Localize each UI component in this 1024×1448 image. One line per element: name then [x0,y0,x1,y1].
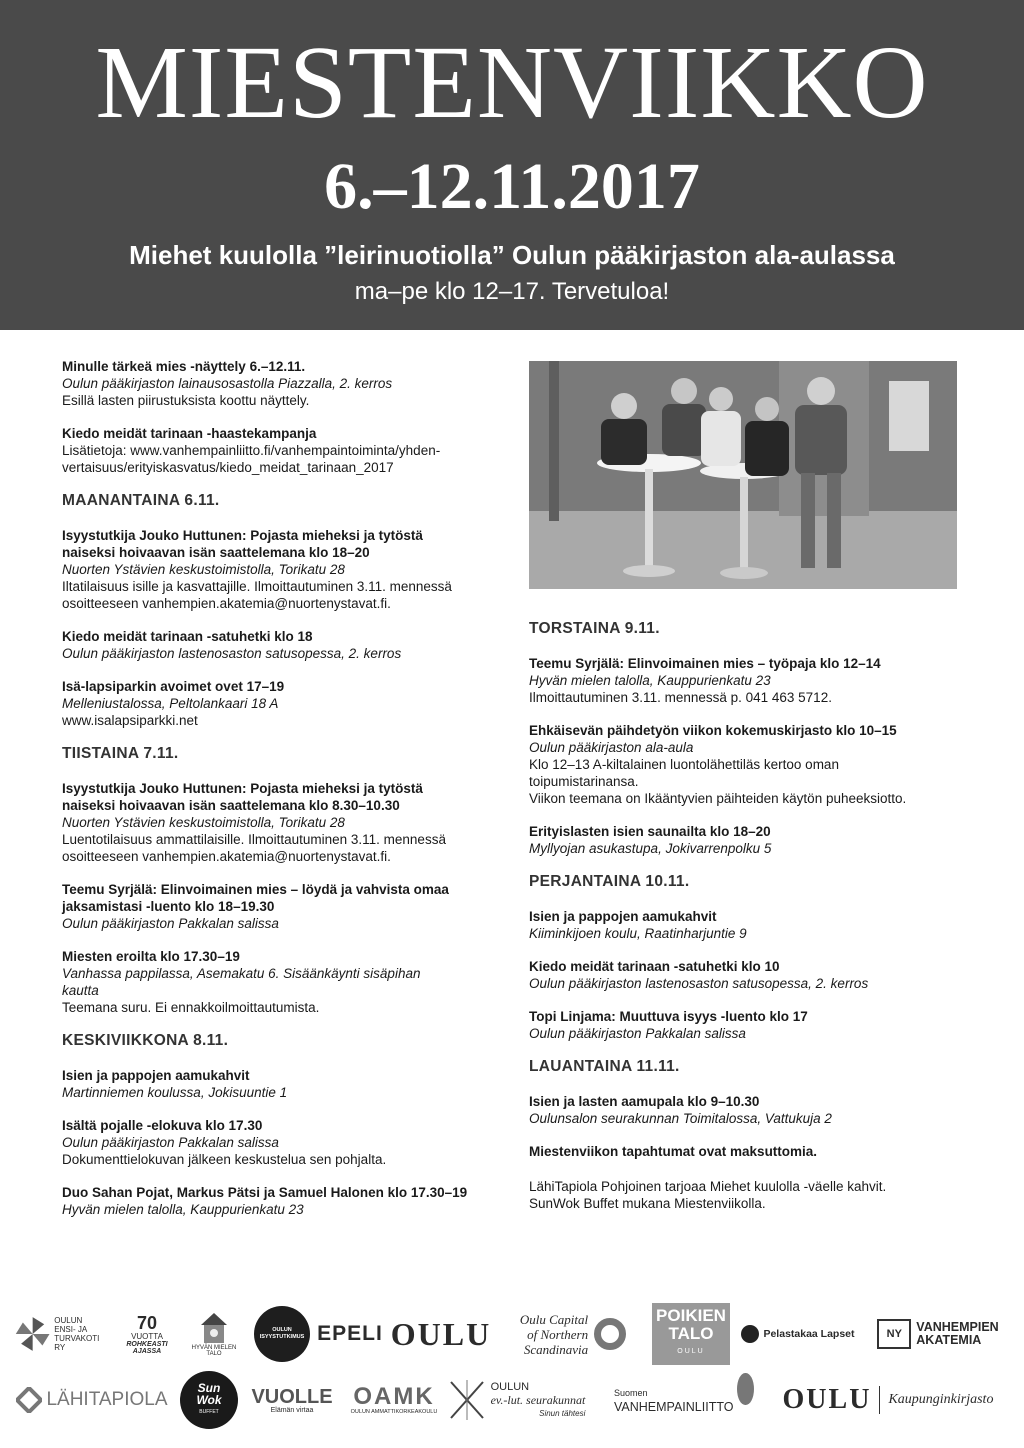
logo-text: OULUN [54,1316,83,1325]
day-heading-wednesday: KESKIVIIKKONA 8.11. [62,1032,229,1049]
day-heading-saturday: LAUANTAINA 11.11. [529,1058,680,1075]
event-desc: Luentotilaisuus ammattilaisille. Ilmoittautuminen 3.11. mennessä [62,832,446,847]
event-title: naiseksi hoivaavan isän saattelemana klo 8.30–10.30 [62,798,400,813]
logo-text: ROHKEASTI AJASSA [126,1340,168,1355]
logo-text: VUOLLE [251,1385,333,1408]
event-wednesday-3 [62,1184,502,1218]
event-title: Isyystutkija Jouko Huttunen: Pojasta mieheksi ja tytöstä [62,528,423,543]
event-thursday-2 [529,722,969,807]
event-desc: osoitteeseen vanhempien.akatemia@nuortenystavat.fi. [62,596,391,611]
poikien-talo-logo [650,1302,732,1366]
logo-text: OULU [677,1348,705,1355]
logo-text: OAMK [353,1383,435,1410]
vanhempien-akatemia-logo [866,1302,1010,1366]
ring-icon [594,1318,626,1350]
event-place: Oulun pääkirjaston Pakkalan salissa [62,1135,279,1150]
day-heading-thursday: TORSTAINA 9.11. [529,620,660,637]
event-link: vertaisuus/erityiskasvatus/kiedo_meidat_tarinaan_2017 [62,460,394,475]
logo-text: ENSI- JA [54,1325,88,1334]
event-wednesday-1 [62,1067,502,1101]
event-desc: osoitteeseen vanhempien.akatemia@nuortenystavat.fi. [62,849,391,864]
logo-text: OULUN AMMATTIKORKEAKOULU [350,1409,438,1415]
logo-text: VANHEMPIEN [916,1320,999,1334]
event-place: Martinniemen koulussa, Jokisuuntie 1 [62,1085,288,1100]
logo-text: LÄHITAPIOLA [46,1389,168,1410]
event-link: Lisätietoja: www.vanhempainliitto.fi/vanhempaintoiminta/yhden- [62,443,441,458]
day-heading-tuesday: TIISTAINA 7.11. [62,745,179,762]
group-photo-illustration [529,361,957,589]
event-place: Oulun pääkirjaston Pakkalan salissa [62,916,279,931]
logo-text: VANHEMPAINLIITTO [614,1400,734,1414]
event-place: Hyvän mielen talolla, Kauppurienkatu 23 [529,673,771,688]
event-title: Isyystutkija Jouko Huttunen: Pojasta mieheksi ja tytöstä [62,781,423,796]
ensi-turvakoti-logo [14,1302,106,1366]
lahitapiola-logo [14,1368,170,1432]
event-thursday-1 [529,655,969,706]
event-title: Erityislasten isien saunailta klo 18–20 [529,824,771,839]
sunwok-logo [176,1368,242,1432]
star-icon [447,1378,487,1422]
logo-text: POIKIEN [656,1306,726,1325]
event-place: Vanhassa pappilassa, Asemakatu 6. Sisäänkäynti sisäpihan [62,966,421,981]
event-desc: Teemana suru. Ei ennakkoilmoittautumista. [62,1000,320,1015]
event-title: Minulle tärkeä mies -näyttely 6.–12.11. [62,359,306,374]
event-monday-2 [62,628,502,662]
free-events-note: Miestenviikon tapahtumat ovat maksuttomia. [529,1144,818,1159]
logo-text: AKATEMIA [916,1333,982,1347]
logo-text: Wok [196,1393,222,1407]
left-column [62,358,502,1234]
logo-text: Pelastakaa Lapset [763,1328,855,1340]
pelastakaa-lapset-logo [736,1302,860,1366]
event-place: Oulun pääkirjaston lastenosaston satusopessa, 2. kerros [62,646,402,661]
day-heading-monday: MAANANTAINA 6.11. [62,492,220,509]
event-place: Oulun pääkirjaston ala-aula [529,740,694,755]
event-place: Hyvän mielen talolla, Kauppurienkatu 23 [62,1202,304,1217]
event-monday-3 [62,678,502,729]
event-title: Kiedo meidät tarinaan -satuhetki klo 18 [62,629,313,644]
logo-text: EPELI [317,1322,383,1345]
circle-seal-logo [250,1302,314,1366]
event-title: Teemu Syrjälä: Elinvoimainen mies – työpaja klo 12–14 [529,656,881,671]
70-years-logo [114,1302,180,1366]
logo-text: OULU [782,1384,872,1415]
event-place: kautta [62,983,99,998]
event-desc: toipumistarinansa. [529,774,639,789]
event-title: Isien ja lasten aamupala klo 9–10.30 [529,1094,760,1109]
epeli-logo [317,1302,383,1366]
logo-text: NY [877,1319,911,1349]
event-tuesday-1 [62,780,502,865]
logo-text: of Northern [527,1326,589,1342]
event-title: Kiedo meidät tarinaan -satuhetki klo 10 [529,959,780,974]
logo-text: TURVAKOTI RY [54,1334,100,1352]
logo-text: BUFFET [199,1409,219,1415]
event-title: Isä-lapsiparkin avoimet ovet 17–19 [62,679,285,694]
event-place: Nuorten Ystävien keskustoimistolla, Torikatu 28 [62,815,345,830]
logo-text: 70 [136,1312,158,1333]
event-desc: Ilmoittautuminen 3.11. mennessä p. 041 463 5712. [529,690,832,705]
logo-text: ev.-lut. seurakunnat [490,1392,586,1407]
group-photo [529,361,957,589]
vanhempainliitto-logo [614,1368,754,1432]
oulu-kaupunginkirjasto-logo [770,1368,1006,1432]
circle-icon [737,1373,754,1405]
event-place: Myllyojan asukastupa, Jokivarrenpolku 5 [529,841,772,856]
event-place: Nuorten Ystävien keskustoimistolla, Torikatu 28 [62,562,345,577]
event-title: Duo Sahan Pojat, Markus Pätsi ja Samuel Halonen klo 17.30–19 [62,1185,468,1200]
event-title: Kiedo meidät tarinaan -haastekampanja [62,426,317,441]
oulun-seurakunnat-logo [434,1368,598,1432]
event-place: Oulun pääkirjaston Pakkalan salissa [529,1026,746,1041]
event-tuesday-3 [62,948,502,1016]
oamk-logo [344,1368,444,1432]
event-title: Topi Linjama: Muuttuva isyys -luento klo 17 [529,1009,808,1024]
event-title: Miesten eroilta klo 17.30–19 [62,949,240,964]
event-title: Isien ja pappojen aamukahvit [62,1068,250,1083]
event-title: Teemu Syrjälä: Elinvoimainen mies – löydä ja vahvista omaa [62,882,449,897]
pinwheel-icon [14,1313,51,1355]
event-desc: Esillä lasten piirustuksista koottu näyttely. [62,393,310,408]
logo-text: TALO [668,1324,714,1343]
logo-text: OULUN [490,1380,530,1393]
event-title: jaksamistasi -luento klo 18–19.30 [62,899,275,914]
event-wednesday-2 [62,1117,502,1168]
sunwok-badge-icon [180,1371,238,1429]
seal-icon [254,1306,310,1362]
logo-divider [879,1386,880,1414]
sponsor-note: LähiTapiola Pohjoinen tarjoaa Miehet kuulolla -väelle kahvit. [529,1179,887,1194]
day-heading-friday: PERJANTAINA 10.11. [529,873,690,890]
hyvan-mielen-talo-logo [184,1302,244,1366]
event-title: naiseksi hoivaavan isän saattelemana klo 18–20 [62,545,370,560]
logo-text: Sinun tähtesi [539,1408,586,1418]
diamond-icon [16,1387,42,1413]
logo-text: Oulu Capital [519,1311,589,1327]
event-desc: Klo 12–13 A-kiltalainen luontolähettiläs kertoo oman [529,757,839,772]
event-friday-3 [529,1008,969,1042]
event-saturday-1 [529,1093,969,1127]
oulu-capital-logo [502,1302,644,1366]
event-place: Oulun pääkirjaston lainausosastolla Piazzalla, 2. kerros [62,376,393,391]
event-dates: 6.–12.11.2017 [324,150,700,223]
event-title: Isältä pojalle -elokuva klo 17.30 [62,1118,263,1133]
logo-text: HYVÄN MIELEN TALO [191,1345,237,1357]
house-icon [199,1311,229,1345]
right-column [529,618,969,1212]
logo-text: Suomen [614,1388,648,1398]
event-friday-2 [529,958,969,992]
sponsor-note: SunWok Buffet mukana Miestenviikolla. [529,1196,766,1211]
event-campaign [62,425,502,476]
event-link: www.isalapsiparkki.net [62,713,198,728]
child-icon [741,1325,759,1343]
event-title: Isien ja pappojen aamukahvit [529,909,717,924]
event-place: Oulunsalon seurakunnan Toimitalossa, Vattukuja 2 [529,1111,832,1126]
event-exhibit [62,358,502,409]
page-title: MIESTENVIIKKO [95,25,929,140]
event-tuesday-2 [62,881,502,932]
logo-text: Kaupunginkirjasto [888,1392,994,1407]
event-desc: Viikon teemana on Ikääntyvien päihteiden käytön puheeksiotto. [529,791,907,806]
header-subtitle: Miehet kuulolla ”leirinuotiolla” Oulun pääkirjaston ala-aulassa [129,240,895,270]
header-subtitle-hours: ma–pe klo 12–17. Tervetuloa! [354,278,670,305]
event-desc: Iltatilaisuus isille ja kasvattajille. Ilmoittautuminen 3.11. mennessä [62,579,452,594]
event-title: Ehkäisevän päihdetyön viikon kokemuskirjasto klo 10–15 [529,723,897,738]
logo-text: Scandinavia [523,1341,589,1357]
event-desc: Dokumenttielokuvan jälkeen keskustelua sen pohjalta. [62,1152,387,1167]
event-place: Kiiminkijoen koulu, Raatinharjuntie 9 [529,926,747,941]
header-banner [0,0,1024,330]
oulu-logo [390,1302,492,1366]
vuolle-logo [248,1368,336,1432]
logo-text: VUOTTA [131,1331,163,1341]
sponsor-logos-row-1 [14,1302,1010,1366]
event-thursday-3 [529,823,969,857]
logo-text: Sun [197,1381,221,1395]
logo-text: Elämän virtaa [270,1406,314,1414]
logo-text: OULU [390,1315,492,1352]
event-monday-1 [62,527,502,612]
event-place: Melleniustalossa, Peltolankaari 18 A [62,696,279,711]
sponsor-logos-row-2 [14,1368,1010,1432]
event-place: Oulun pääkirjaston lastenosaston satusopessa, 2. kerros [529,976,869,991]
logo-text: OULUN ISYYSTUTKIMUS [259,1327,305,1340]
event-friday-1 [529,908,969,942]
